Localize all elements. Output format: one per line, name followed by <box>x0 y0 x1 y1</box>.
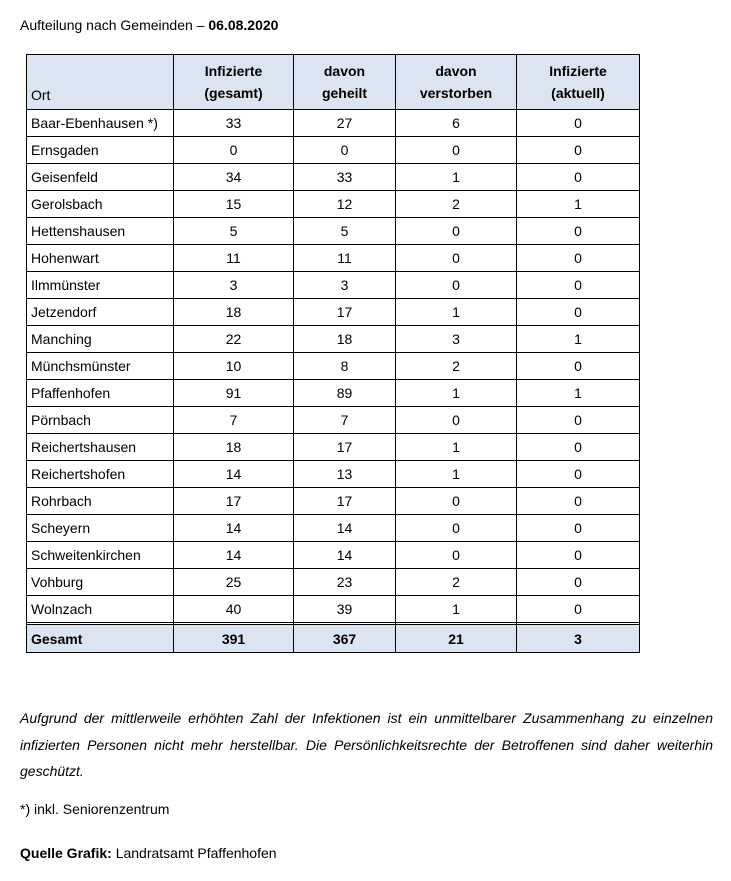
cell-gesamt: 11 <box>174 245 294 272</box>
cell-gesamt: 18 <box>174 434 294 461</box>
cell-verstorben: 6 <box>396 110 517 137</box>
table-header-row <box>27 55 640 110</box>
table-row <box>27 218 640 245</box>
table-row <box>27 299 640 326</box>
cell-verstorben: 0 <box>396 407 517 434</box>
cell-gesamt: 0 <box>174 137 294 164</box>
cell-geheilt: 14 <box>294 515 396 542</box>
header-gesamt-line1: Infizierte <box>204 63 263 79</box>
cell-verstorben: 2 <box>396 191 517 218</box>
cell-aktuell: 1 <box>517 380 640 407</box>
table-row <box>27 191 640 218</box>
cell-ort: Münchsmünster <box>27 353 174 380</box>
table-row <box>27 434 640 461</box>
header-aktuell-line1: Infizierte <box>549 63 607 79</box>
total-verstorben: 21 <box>396 625 517 653</box>
cell-gesamt: 7 <box>174 407 294 434</box>
cell-verstorben: 0 <box>396 137 517 164</box>
cell-geheilt: 33 <box>294 164 396 191</box>
cell-geheilt: 18 <box>294 326 396 353</box>
cell-geheilt: 11 <box>294 245 396 272</box>
total-aktuell: 3 <box>517 625 640 653</box>
cell-geheilt: 39 <box>294 596 396 623</box>
cell-verstorben: 2 <box>396 569 517 596</box>
table-row <box>27 596 640 623</box>
cell-ort: Pörnbach <box>27 407 174 434</box>
cell-geheilt: 3 <box>294 272 396 299</box>
total-gesamt: 391 <box>174 625 294 653</box>
header-geheilt-line2: geheilt <box>321 85 368 101</box>
header-geheilt-line1: davon <box>323 63 366 79</box>
cell-ort: Gerolsbach <box>27 191 174 218</box>
cell-ort: Reichertshofen <box>27 461 174 488</box>
cell-gesamt: 22 <box>174 326 294 353</box>
table-row <box>27 542 640 569</box>
cell-verstorben: 1 <box>396 596 517 623</box>
table-row <box>27 407 640 434</box>
cell-geheilt: 14 <box>294 542 396 569</box>
cell-ort: Jetzendorf <box>27 299 174 326</box>
table-row <box>27 569 640 596</box>
cell-gesamt: 25 <box>174 569 294 596</box>
cell-gesamt: 40 <box>174 596 294 623</box>
cell-gesamt: 14 <box>174 542 294 569</box>
cell-ort: Rohrbach <box>27 488 174 515</box>
cell-geheilt: 5 <box>294 218 396 245</box>
cell-ort: Ilmmünster <box>27 272 174 299</box>
cell-aktuell: 0 <box>517 353 640 380</box>
cell-ort: Hettenshausen <box>27 218 174 245</box>
header-geheilt <box>294 55 396 110</box>
cell-geheilt: 17 <box>294 434 396 461</box>
table-row <box>27 353 640 380</box>
cell-aktuell: 0 <box>517 569 640 596</box>
cell-aktuell: 0 <box>517 434 640 461</box>
cell-ort: Vohburg <box>27 569 174 596</box>
header-ort: Ort <box>27 55 174 110</box>
cell-geheilt: 13 <box>294 461 396 488</box>
cell-gesamt: 10 <box>174 353 294 380</box>
cell-ort: Ernsgaden <box>27 137 174 164</box>
cell-ort: Manching <box>27 326 174 353</box>
cell-geheilt: 12 <box>294 191 396 218</box>
cell-ort: Pfaffenhofen <box>27 380 174 407</box>
cell-gesamt: 14 <box>174 461 294 488</box>
cell-verstorben: 0 <box>396 245 517 272</box>
cell-ort: Scheyern <box>27 515 174 542</box>
table-row <box>27 245 640 272</box>
cell-aktuell: 0 <box>517 461 640 488</box>
cell-aktuell: 0 <box>517 542 640 569</box>
cell-verstorben: 1 <box>396 461 517 488</box>
cell-ort: Schweitenkirchen <box>27 542 174 569</box>
source-text: Landratsamt Pfaffenhofen <box>111 845 277 861</box>
cell-aktuell: 0 <box>517 407 640 434</box>
cell-aktuell: 0 <box>517 110 640 137</box>
header-gesamt <box>174 55 294 110</box>
cell-aktuell: 0 <box>517 164 640 191</box>
page-heading <box>20 17 278 33</box>
cell-verstorben: 1 <box>396 299 517 326</box>
cell-aktuell: 1 <box>517 326 640 353</box>
table-row <box>27 326 640 353</box>
cell-aktuell: 0 <box>517 272 640 299</box>
cell-aktuell: 0 <box>517 596 640 623</box>
cell-gesamt: 91 <box>174 380 294 407</box>
cell-verstorben: 0 <box>396 272 517 299</box>
cell-aktuell: 0 <box>517 137 640 164</box>
header-aktuell <box>517 55 640 110</box>
cell-verstorben: 1 <box>396 380 517 407</box>
table-row <box>27 488 640 515</box>
cell-ort: Geisenfeld <box>27 164 174 191</box>
cell-geheilt: 0 <box>294 137 396 164</box>
cell-aktuell: 0 <box>517 299 640 326</box>
cell-ort: Reichertshausen <box>27 434 174 461</box>
cell-geheilt: 27 <box>294 110 396 137</box>
cell-aktuell: 0 <box>517 218 640 245</box>
cell-geheilt: 17 <box>294 299 396 326</box>
table-row <box>27 164 640 191</box>
cell-gesamt: 5 <box>174 218 294 245</box>
cell-verstorben: 0 <box>396 218 517 245</box>
header-verstorben-line1: davon <box>435 63 477 79</box>
cell-verstorben: 0 <box>396 488 517 515</box>
cell-verstorben: 2 <box>396 353 517 380</box>
cell-gesamt: 14 <box>174 515 294 542</box>
cell-verstorben: 1 <box>396 434 517 461</box>
header-aktuell-line2: (aktuell) <box>551 85 605 101</box>
cell-aktuell: 0 <box>517 515 640 542</box>
cell-aktuell: 1 <box>517 191 640 218</box>
total-row <box>27 625 640 653</box>
cell-gesamt: 3 <box>174 272 294 299</box>
cell-geheilt: 89 <box>294 380 396 407</box>
cell-gesamt: 15 <box>174 191 294 218</box>
header-verstorben-line2: verstorben <box>419 85 493 101</box>
footnote: *) inkl. Seniorenzentrum <box>20 801 170 817</box>
source-line <box>20 845 277 861</box>
table-row <box>27 272 640 299</box>
cell-aktuell: 0 <box>517 245 640 272</box>
header-gesamt-line2: (gesamt) <box>204 85 263 101</box>
heading-prefix: Aufteilung nach Gemeinden – <box>20 17 209 33</box>
table-row <box>27 137 640 164</box>
cell-aktuell: 0 <box>517 488 640 515</box>
cell-geheilt: 7 <box>294 407 396 434</box>
table-row <box>27 515 640 542</box>
cell-verstorben: 0 <box>396 515 517 542</box>
heading-date: 06.08.2020 <box>208 17 279 33</box>
cell-gesamt: 17 <box>174 488 294 515</box>
cell-verstorben: 1 <box>396 164 517 191</box>
cell-ort: Hohenwart <box>27 245 174 272</box>
cell-ort: Baar-Ebenhausen *) <box>27 110 174 137</box>
header-verstorben <box>396 55 517 110</box>
cell-gesamt: 33 <box>174 110 294 137</box>
cell-verstorben: 3 <box>396 326 517 353</box>
total-ort: Gesamt <box>27 625 174 653</box>
total-geheilt: 367 <box>294 625 396 653</box>
table-row <box>27 461 640 488</box>
cell-geheilt: 17 <box>294 488 396 515</box>
cell-geheilt: 8 <box>294 353 396 380</box>
cell-ort: Wolnzach <box>27 596 174 623</box>
cell-geheilt: 23 <box>294 569 396 596</box>
table-row <box>27 380 640 407</box>
source-label: Quelle Grafik: <box>20 845 112 861</box>
cell-verstorben: 0 <box>396 542 517 569</box>
cell-gesamt: 18 <box>174 299 294 326</box>
cell-gesamt: 34 <box>174 164 294 191</box>
table-row <box>27 110 640 137</box>
infection-table <box>26 54 640 653</box>
privacy-note: Aufgrund der mittlerweile erhöhten Zahl der Infektionen ist ein unmittelbarer Zusammenhang zu einzelnen infizierten Personen nicht mehr herstellbar. Die Persönlichkeitsrechte der Betroffenen sind daher weiterhin geschützt. <box>20 710 713 779</box>
